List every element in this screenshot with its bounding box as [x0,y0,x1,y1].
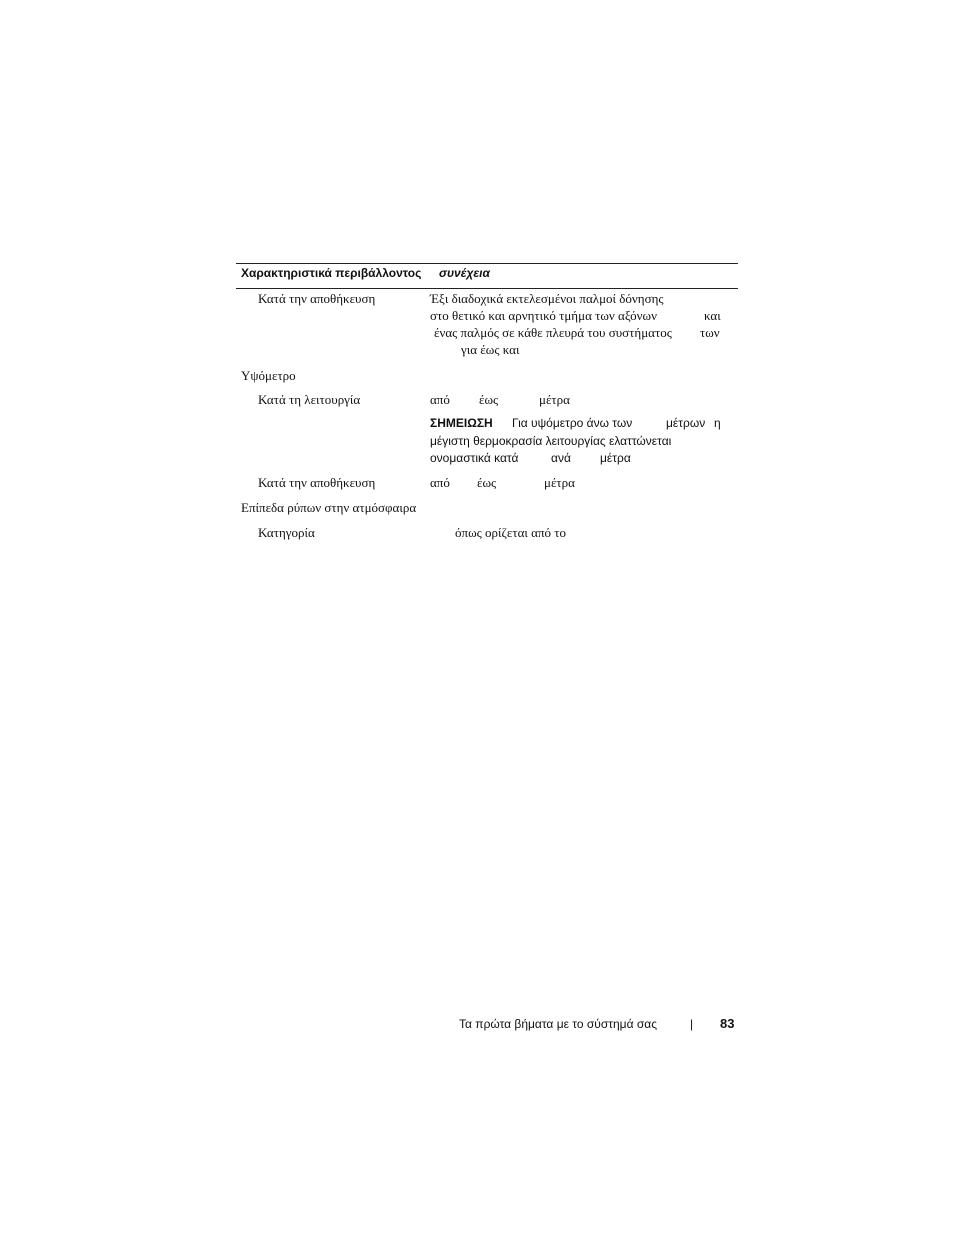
contaminants-section: Επίπεδα ρύπων στην ατμόσφαιρα [241,500,417,515]
shock-storage-line4: για έως και [461,342,520,357]
page-number: 83 [720,1016,735,1031]
altitude-storage-from: από [430,475,450,490]
table-header-title: Χαρακτηριστικά περιβάλλοντος [241,266,422,280]
note-line3b: ανά [551,451,571,465]
contaminants-category-value: όπως ορίζεται από το [455,525,566,540]
altitude-operating-to: έως [479,392,499,407]
shock-storage-label: Κατά την αποθήκευση [258,291,376,306]
altitude-section: Υψόμετρο [241,368,296,383]
note-line1c: η [714,416,721,430]
altitude-operating-unit: μέτρα [539,392,570,407]
note-line3a: ονομαστικά κατά [430,451,519,465]
altitude-operating-label: Κατά τη λειτουργία [258,392,361,407]
note-line2: μέγιστη θερμοκρασία λειτουργίας ελαττώνεται [430,434,672,448]
table-header-rule [236,288,738,289]
footer-title: Τα πρώτα βήματα με το σύστημά σας [459,1017,657,1031]
shock-storage-line2b: και [704,308,721,323]
note-line3c: μέτρα [600,451,631,465]
shock-storage-line2a: στο θετικό και αρνητικό τμήμα των αξόνων [430,308,657,323]
shock-storage-line3a: ένας παλμός σε κάθε πλευρά του συστήματος [434,325,672,340]
table-header-continued: συνέχεια [439,266,490,280]
altitude-storage-label: Κατά την αποθήκευση [258,475,376,490]
shock-storage-line3b: των [700,325,720,340]
shock-storage-line1: Έξι διαδοχικά εκτελεσμένοι παλμοί δόνησης [430,291,664,306]
footer-separator: | [690,1017,694,1031]
note-label: ΣΗΜΕΙΩΣΗ [430,416,493,430]
note-line1b: μέτρων [666,416,706,430]
contaminants-category-label: Κατηγορία [258,525,315,540]
altitude-storage-unit: μέτρα [544,475,575,490]
altitude-storage-to: έως [477,475,497,490]
note-line1a: Για υψόμετρο άνω των [512,416,633,430]
table-top-rule [236,263,738,264]
altitude-operating-from: από [430,392,450,407]
